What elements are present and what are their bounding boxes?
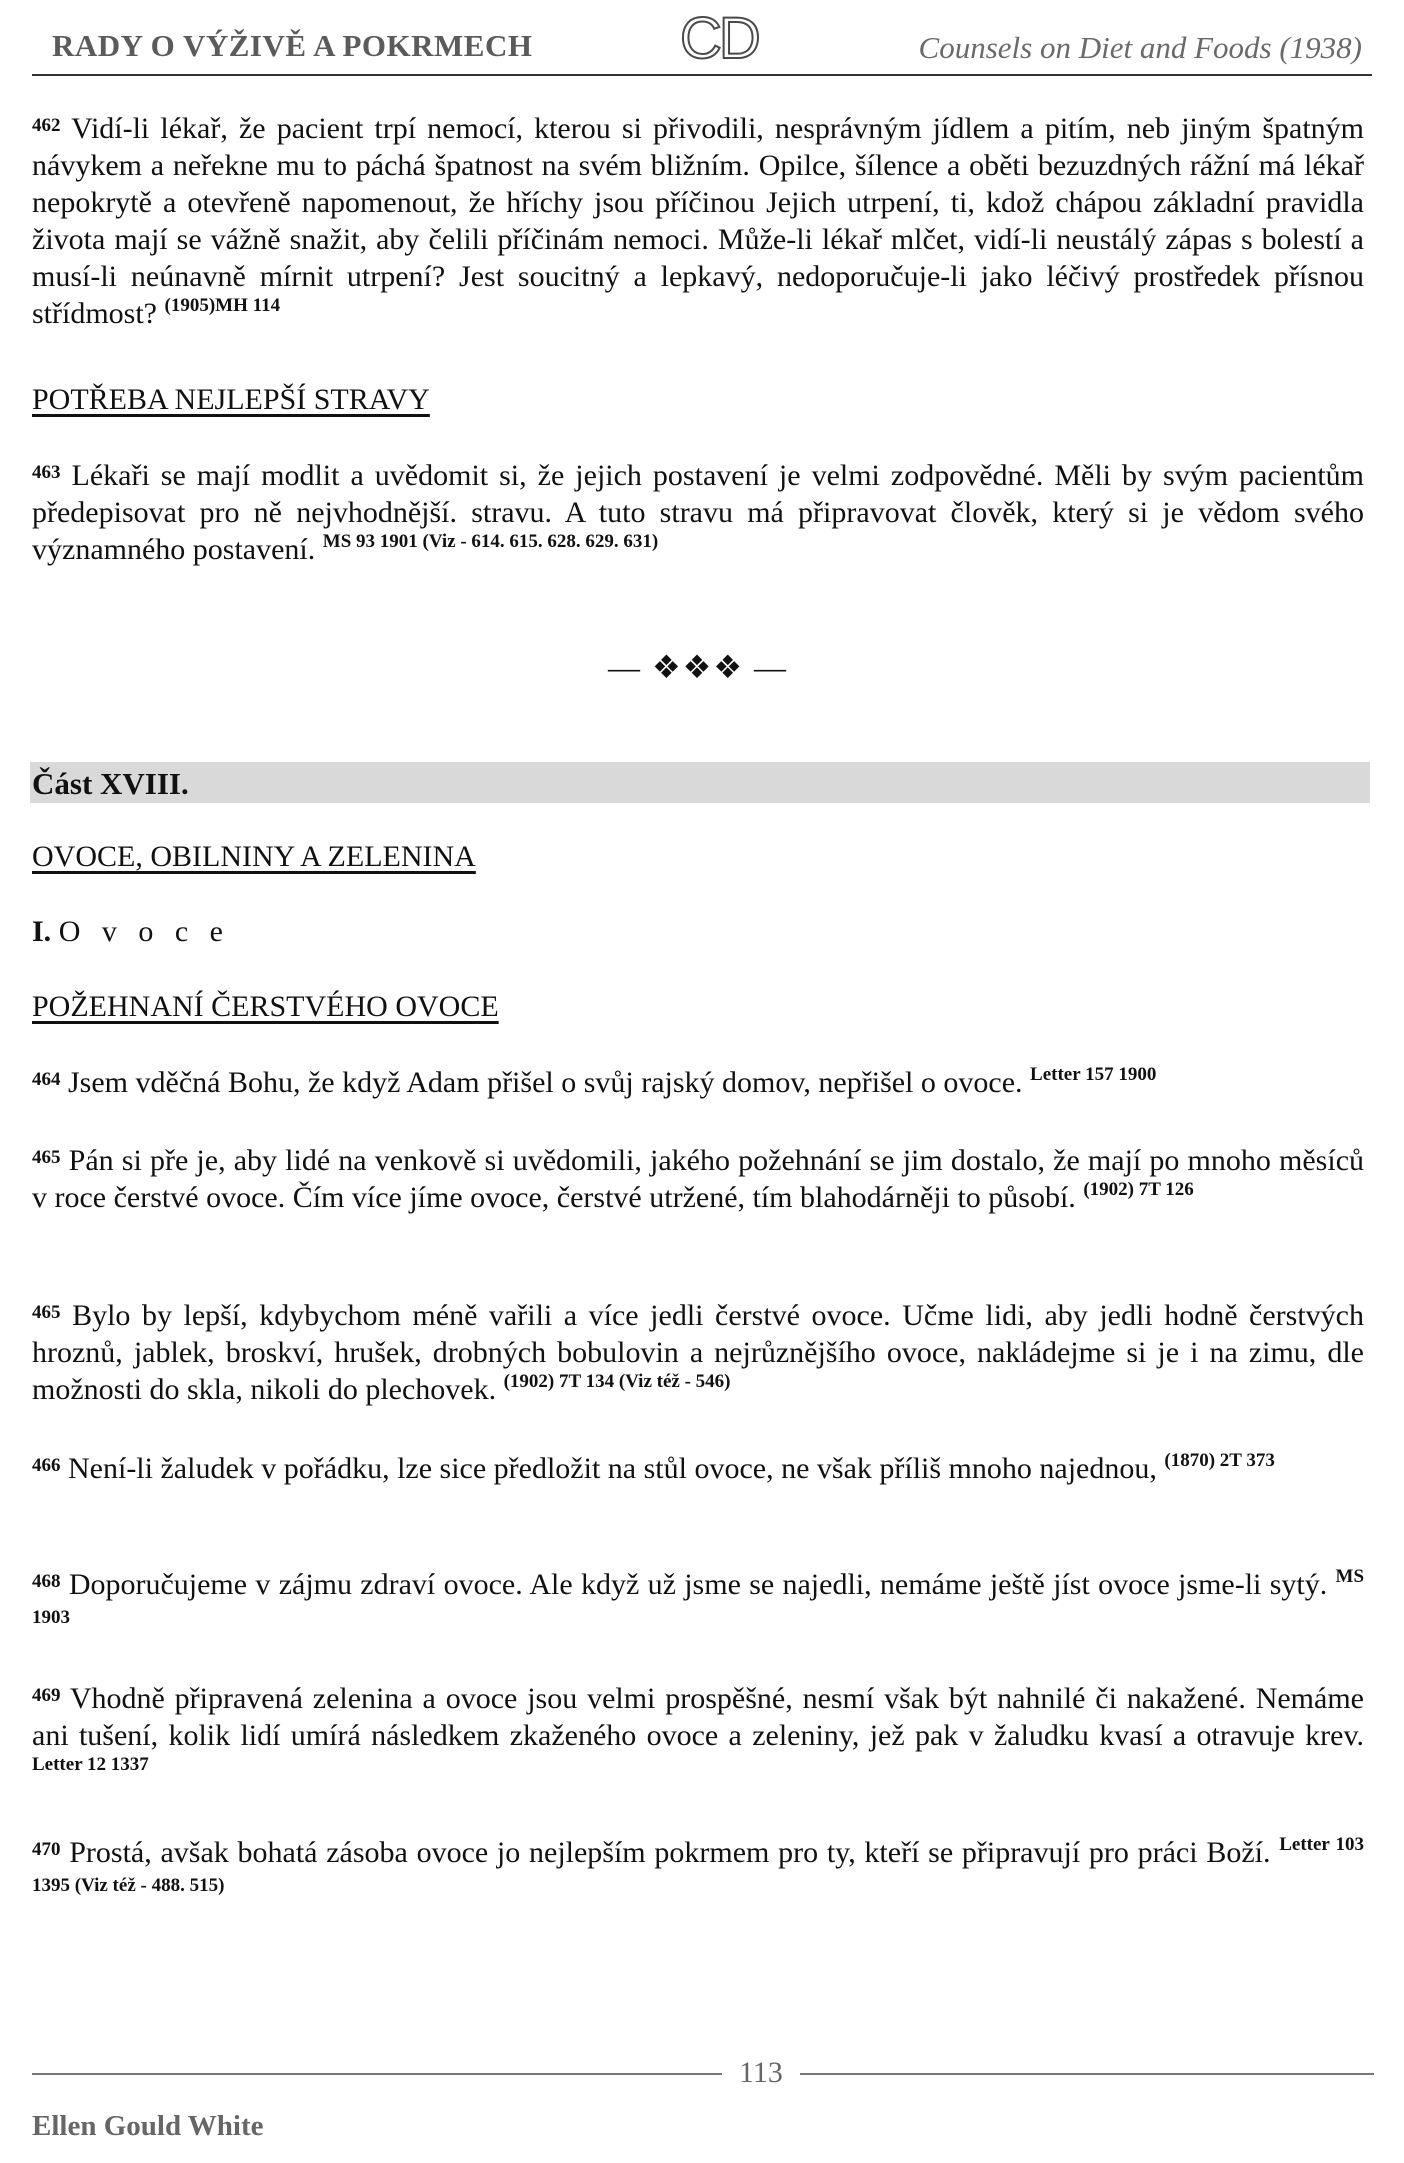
section-heading-potreba bbox=[32, 383, 1364, 417]
footer-rule-left bbox=[32, 2073, 722, 2075]
paragraph-466 bbox=[32, 1450, 1364, 1491]
header-book-title: RADY O VÝŽIVĚ A POKRMECH bbox=[52, 28, 533, 63]
paragraph-text: Lékaři se mají modlit a uvědomit si, že jejich postavení je velmi zodpovědné. Měli by svým pacientům předepisovat pro ně nejvhodnější. stravu. A tuto stravu má připravovat člověk, který si je vědom svého významného postavení. bbox=[32, 459, 1365, 566]
paragraph-text: Pán si pře je, aby lidé na venkově si uvědomili, jakého požehnání se jim dostalo, že mají po mnoho měsíců v roce čerstvé ovoce. Čím více jíme ovoce, čerstvé utržené, tím blahodárněji to působí. bbox=[32, 1144, 1365, 1214]
paragraph-465a bbox=[32, 1142, 1364, 1220]
paragraph-reference: (1902) 7T 134 (Viz též - 546) bbox=[503, 1371, 731, 1392]
paragraph-470 bbox=[32, 1834, 1364, 1916]
paragraph-reference: MS 1903 bbox=[32, 1566, 1365, 1628]
cd-logo: CD bbox=[680, 6, 758, 71]
paragraph-number: 465 bbox=[32, 1147, 61, 1168]
paragraph-reference: Letter 157 1900 bbox=[1030, 1064, 1157, 1085]
header-rule bbox=[32, 74, 1372, 76]
paragraph-number: 465 bbox=[32, 1302, 61, 1323]
paragraph-number: 470 bbox=[32, 1839, 61, 1860]
part-label: Část XVIII. bbox=[32, 766, 189, 801]
paragraph-number: 464 bbox=[32, 1069, 61, 1090]
paragraph-text: Jsem vděčná Bohu, že když Adam přišel o svůj rajský domov, nepřišel o ovoce. bbox=[68, 1066, 1023, 1099]
footer-author: Ellen Gould White bbox=[32, 2110, 264, 2142]
paragraph-reference: Letter 12 1337 bbox=[32, 1754, 149, 1775]
paragraph-text: Prostá, avšak bohatá zásoba ovoce jo nejlepším pokrmem pro ty, kteří se připravují pro práci Boží. bbox=[69, 1836, 1271, 1869]
paragraph-text: Doporučujeme v zájmu zdraví ovoce. Ale když už jsme se najedli, nemáme ještě jíst ovoce jsme-li sytý. bbox=[68, 1568, 1328, 1601]
paragraph-number: 466 bbox=[32, 1455, 61, 1476]
paragraph-468 bbox=[32, 1566, 1364, 1648]
paragraph-465b bbox=[32, 1297, 1364, 1412]
ornament-text: — ❖❖❖ — bbox=[607, 649, 789, 685]
paragraph-text: Není-li žaludek v pořádku, lze sice předložit na stůl ovoce, ne však příliš mnoho najednou, bbox=[68, 1452, 1157, 1485]
part-banner bbox=[30, 762, 1370, 803]
footer-rule-right bbox=[800, 2073, 1374, 2075]
paragraph-text: Vidí-li lékař, že pacient trpí nemocí, kterou si přivodili, nesprávným jídlem a pitím, neb jiným špatným návykem a neřekne mu to páchá špatnost na svém bližním. Opilce, šílence a oběti bezuzdných rážní má lékař nepokrytě a otevřeně napomenout, že hříchy jsou příčinou Jejich utrpení, ti, kdož chápou základní pravidla života mají se vážně snažit, aby čelili příčinám nemoci. Může-li lékař mlčet, vidí-li neustálý zápas s bolestí a musí-li neúnavně mírnit utrpení? Jest soucitný a lepkavý, nedoporučuje-li jako léčivý prostředek přísnou střídmost? bbox=[32, 112, 1364, 330]
paragraph-number: 463 bbox=[32, 462, 61, 483]
paragraph-number: 468 bbox=[32, 1571, 61, 1592]
paragraph-reference: (1905)MH 114 bbox=[164, 295, 281, 316]
page-header bbox=[32, 6, 1372, 74]
heading-text: OVOCE, OBILNINY A ZELENINA bbox=[32, 840, 476, 873]
paragraph-462 bbox=[32, 110, 1364, 336]
paragraph-reference: (1902) 7T 126 bbox=[1083, 1179, 1194, 1200]
paragraph-reference: (1870) 2T 373 bbox=[1164, 1450, 1275, 1471]
subsection-number: I. bbox=[32, 915, 52, 948]
section-heading-ovoce-obilniny bbox=[32, 840, 1364, 874]
paragraph-469 bbox=[32, 1680, 1364, 1795]
subsection-title: O v o c e bbox=[58, 915, 230, 948]
paragraph-464 bbox=[32, 1064, 1364, 1105]
paragraph-reference: Letter 103 1395 (Viz též - 488. 515) bbox=[32, 1834, 1364, 1896]
section-heading-pozehnani bbox=[32, 990, 1364, 1024]
paragraph-number: 462 bbox=[32, 115, 61, 136]
paragraph-text: Vhodně připravená zelenina a ovoce jsou velmi prospěšné, nesmí však být nahnilé či nakažené. Nemáme ani tušení, kolik lidí umírá následkem zkaženého ovoce a zeleniny, jež pak v žaludku kvasí a otravuje krev. bbox=[32, 1682, 1364, 1752]
heading-text: POTŘEBA NEJLEPŠÍ STRAVY bbox=[32, 383, 430, 416]
heading-text: POŽEHNANÍ ČERSTVÉHO OVOCE bbox=[32, 990, 499, 1023]
subsection-heading bbox=[32, 915, 1364, 949]
ornament-divider bbox=[32, 648, 1364, 686]
paragraph-reference: MS 93 1901 (Viz - 614. 615. 628. 629. 631) bbox=[322, 531, 659, 552]
paragraph-number: 469 bbox=[32, 1685, 61, 1706]
paragraph-text: Bylo by lepší, kdybychom méně vařili a více jedli čerstvé ovoce. Učme lidi, aby jedli hodně čerstvých hroznů, jablek, broskví, hrušek, drobných bobulovin a nejrůznějšího ovoce, nakládejme si je i na zimu, dle možnosti do skla, nikoli do plechovek. bbox=[32, 1299, 1365, 1406]
page-number: 113 bbox=[739, 2056, 783, 2089]
paragraph-463 bbox=[32, 457, 1364, 572]
header-english-title: Counsels on Diet and Foods (1938) bbox=[918, 30, 1362, 65]
